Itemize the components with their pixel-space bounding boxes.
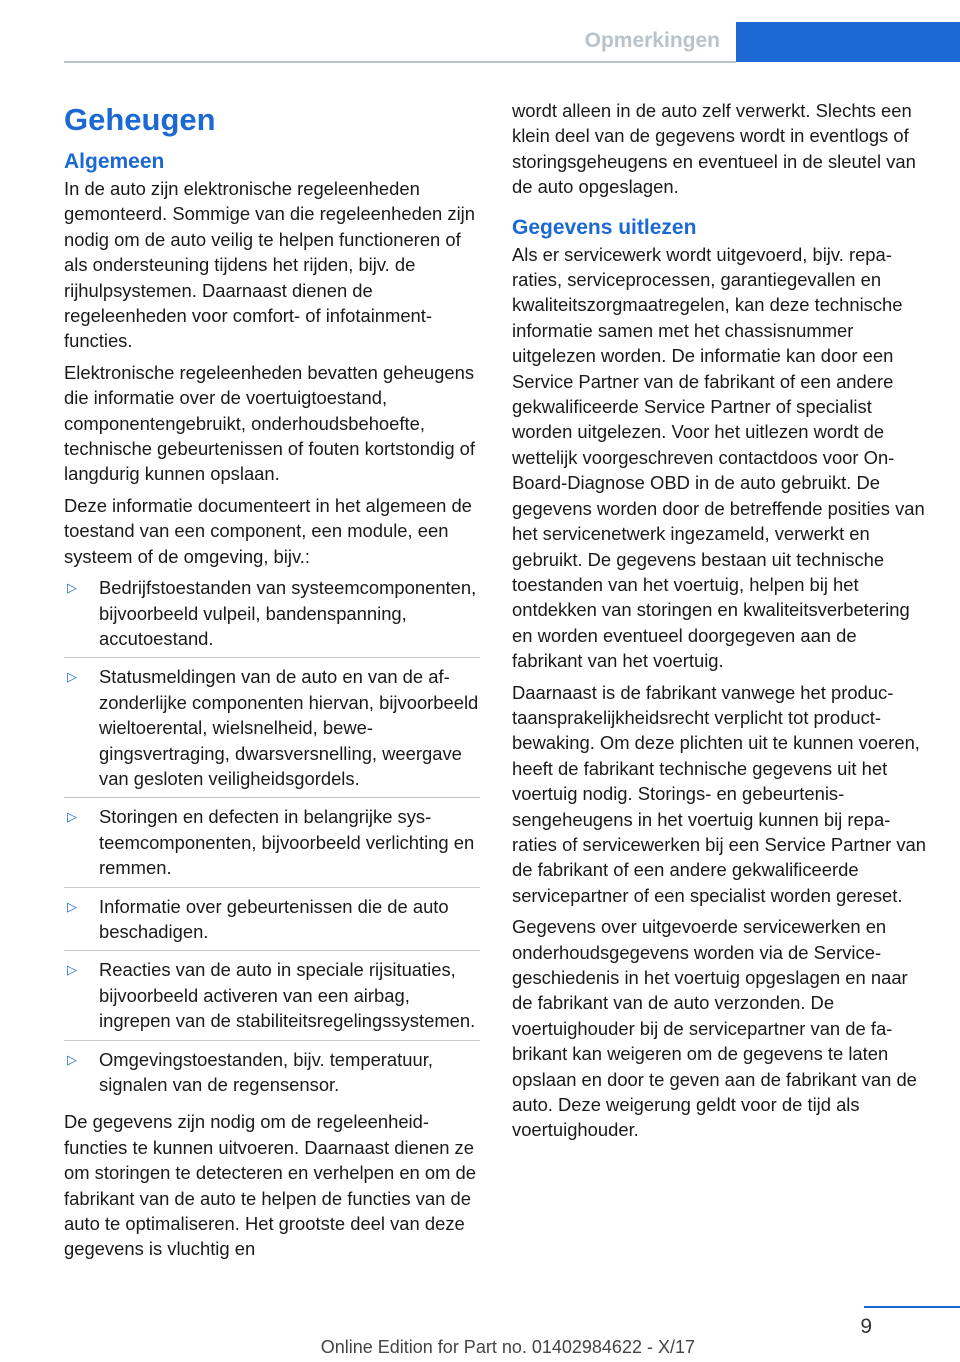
paragraph: De gegevens zijn nodig om de regeleenheidfuncties te kunnen uitvoeren. Daarnaast dienen ze om storingen te detecteren en verhelpen en om de fabrikant van de auto te helpen de functies van de auto te optimaliseren. Het grootste deel van deze gegevens is vluchtig en (64, 1111, 477, 1260)
list-item-text: Bedrijfstoestanden van systeemcomponenten, bijvoorbeeld vulpeil, bandenspanning, accutoestand. (99, 577, 477, 649)
list-item (64, 575, 480, 658)
triangle-right-icon: ▷ (67, 962, 77, 978)
list-item-text: Storingen en defecten in belangrijke systeemcomponenten, bijvoorbeeld verlichting en remmen. (99, 806, 475, 879)
paragraph: wordt alleen in de auto zelf verwerkt. Slechts een klein deel van de gegevens wordt in eventlogs of storingsgeheugens en eventueel in de sleutel van de auto opgeslagen. (512, 100, 916, 198)
header-accent-bar (736, 22, 960, 62)
edition-footer: Online Edition for Part no. 01402984622 - X/17 (320, 1337, 695, 1357)
triangle-right-icon: ▷ (67, 898, 77, 914)
triangle-right-icon: ▷ (67, 669, 77, 685)
list-item (64, 894, 480, 952)
paragraph: Als er servicewerk wordt uitgevoerd, bijv. reparaties, serviceprocessen, garantiegevallen en kwaliteitszorgmaatregelen, kan deze technische informatie samen met het chassisnummer uitgelezen worden. De informatie kan door een Service Partner van de fabrikant of een andere gekwalificeerde Service Partner of specialist worden uitgelezen. Voor het uitlezen wordt de wettelijk voorgeschreven contactdoos voor On-Board-Diagnose OBD in de auto gebruikt. De gegevens worden door de betreffende posities van het servicenetwerk ingezameld, verwerkt en gebruikt. De gegevens bestaan uit technische toestanden van het voertuig, helpen bij het ontdekken van storingen en kwaliteitsverbetering en worden eventueel doorgegeven aan de fabrikant van het voertuig. (512, 243, 925, 672)
left-column (64, 98, 480, 1268)
paragraph: Daarnaast is de fabrikant vanwege het productaansprakelijkheidsrecht verplicht tot productbewaking. Om deze plichten uit te kunnen voeren, heeft de fabrikant technische gegevens uit het voertuig nodig. Storings- en gebeurtenissengeheugens in het voertuig kunnen bij reparaties of servicewerken bij een Service Partner van de fabrikant of een andere gekwalificeerde servicepartner of een specialist worden gereset. (512, 681, 926, 906)
triangle-right-icon: ▷ (67, 580, 77, 596)
paragraph: Elektronische regeleenheden bevatten geheugens die informatie over de voertuigtoestand, componentengebruikt, onderhoudsbehoefte, technische gebeurtenissen of fouten kortstondig of langdurig kunnen opslaan. (64, 361, 475, 485)
triangle-right-icon: ▷ (67, 809, 77, 825)
right-column (512, 98, 928, 1149)
paragraph: Gegevens over uitgevoerde servicewerken en onderhoudsgegevens worden via de Servicegeschiedenis in het voertuig opgeslagen en naar de fabrikant van de auto verzonden. De voertuighouder bij de servicepartner van de fabrikant kan weigeren om de gegevens te laten opslaan en door te geven aan de fabrikant van de auto. Deze weigerung geldt voor de tijd als voertuighouder. (512, 916, 917, 1141)
page-header (0, 22, 960, 62)
header-rule (64, 61, 736, 63)
section-title: Opmerkingen (584, 29, 720, 52)
page-heading: Geheugen (64, 102, 216, 137)
list-item (64, 1047, 480, 1104)
list-item-text: Reacties van de auto in speciale rijsituaties, bijvoorbeeld activeren van een airbag, ingrepen van de stabiliteitsregelingssystemen. (99, 959, 476, 1032)
paragraph: Deze informatie documenteert in het algemeen de toestand van een component, een module, een systeem of de omgeving, bijv.: (64, 494, 472, 567)
list-item-text: Statusmeldingen van de auto en van de afzonderlijke componenten hiervan, bijvoorbeeld wieltoerental, wielsnelheid, bewegingsvertraging, dwarsversnelling, weergave van gesloten veiligheidsgordels. (99, 666, 479, 789)
list-item-text: Omgevingstoestanden, bijv. temperatuur, signalen van de regensensor. (99, 1048, 433, 1095)
list-item (64, 957, 480, 1040)
list-item (64, 664, 480, 798)
list-item-text: Informatie over gebeurtenissen die de auto beschadigen. (99, 895, 449, 942)
footer-accent-rule (864, 1306, 960, 1308)
page-number: 9 (860, 1315, 872, 1338)
subheading-algemeen: Algemeen (64, 150, 165, 173)
paragraph: In de auto zijn elektronische regeleenheden gemonteerd. Sommige van die regeleenheden zijn nodig om de auto veilig te helpen functioneren of als ondersteuning tijdens het rijden, bijv. de rijhulpsystemen. Daarnaast dienen de regeleenheden voor comfort- of infotainmentfuncties. (64, 178, 475, 352)
triangle-right-icon: ▷ (67, 1051, 77, 1067)
subheading-gegevens-uitlezen: Gegevens uitlezen (512, 215, 697, 239)
list-item (64, 804, 480, 887)
bullet-list (64, 575, 480, 1103)
